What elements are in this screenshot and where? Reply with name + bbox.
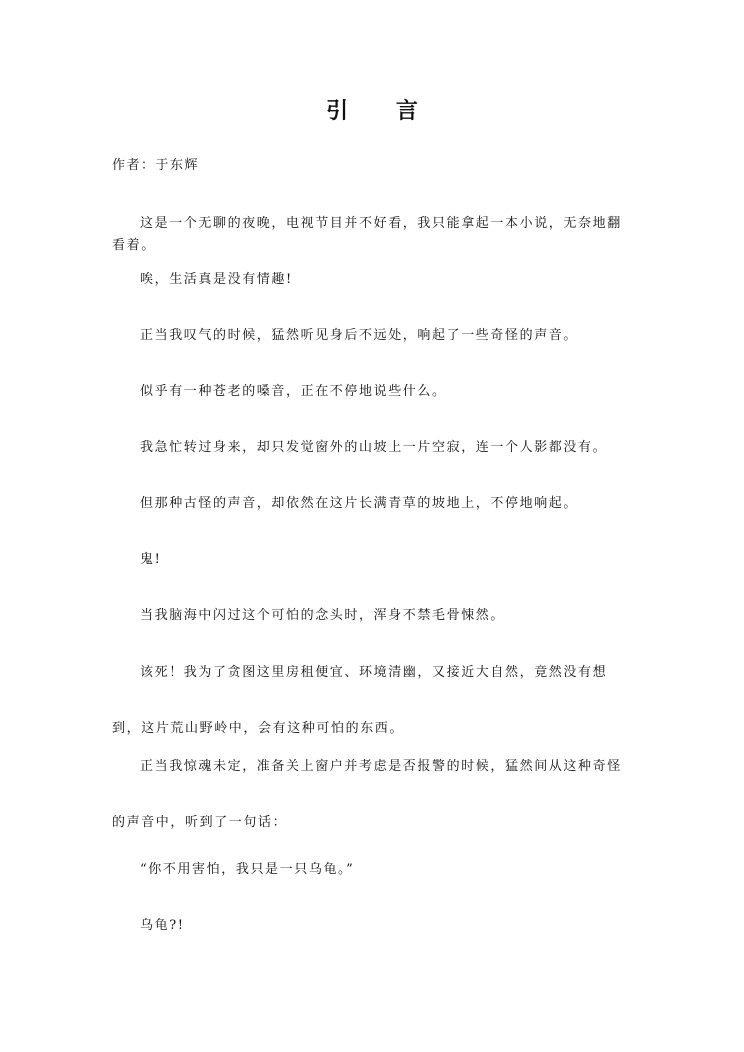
paragraph: 当我脑海中闪过这个可怕的念头时，浑身不禁毛骨悚然。 [140, 608, 506, 623]
paragraph: 似乎有一种苍老的嗓音，正在不停地说些什么。 [140, 384, 447, 399]
paragraph: 乌龟?! [140, 918, 185, 933]
paragraph: 唉，生活真是没有情趣! [140, 272, 293, 287]
document-title: 引 言 [326, 98, 438, 124]
paragraph: 我急忙转过身来，却只发觉窗外的山坡上一片空寂，连一个人影都没有。 [140, 440, 608, 455]
paragraph: 这是一个无聊的夜晚，电视节目并不好看，我只能拿起一本小说，无奈地翻看着。 [112, 216, 622, 253]
paragraph: 该死！我为了贪图这里房租便宜、环境清幽，又接近大自然，竟然没有想到，这片荒山野岭中，会有这种可怕的东西。 [112, 665, 608, 736]
paragraph: “你不用害怕，我只是一只乌龟。” [140, 862, 355, 877]
paragraph: 但那种古怪的声音，却依然在这片长满青草的坡地上，不停地响起。 [140, 496, 579, 511]
paragraph: 正当我惊魂未定，准备关上窗户并考虑是否报警的时候，猛然间从这种奇怪的声音中，听到了一句话： [112, 759, 622, 830]
paragraph: 正当我叹气的时候，猛然听见身后不远处，响起了一些奇怪的声音。 [140, 328, 579, 343]
paragraph: 鬼! [140, 552, 162, 567]
author-line: 作者：于东辉 [112, 158, 200, 173]
